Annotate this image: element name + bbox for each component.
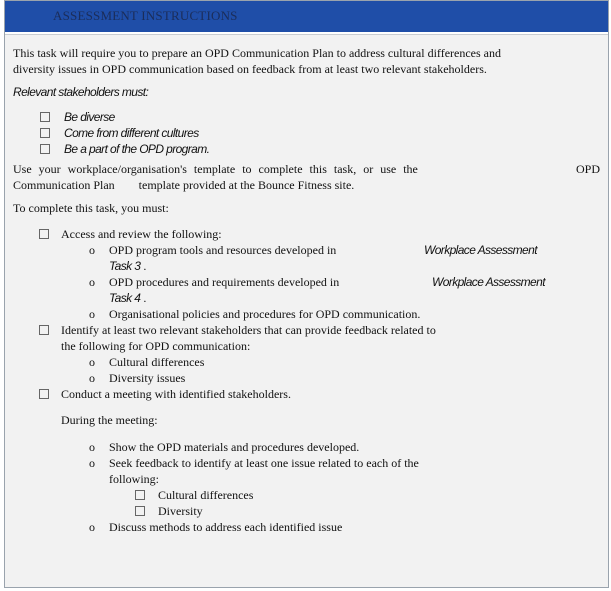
circle-bullet-icon: o	[89, 243, 95, 257]
assessment-panel	[4, 0, 609, 588]
step-access-review: Access and review the following:	[13, 226, 600, 242]
stakeholder-requirements-list	[13, 109, 600, 157]
circle-bullet-icon: o	[89, 520, 95, 534]
list-item: o Organisational policies and procedures for OPD communication.	[89, 307, 421, 321]
step-conduct-meeting: Conduct a meeting with identified stakeholders.	[13, 386, 600, 402]
template-paragraph: Use your workplace/organisation's template to complete this task, or use the OPD Communication Plan template provided at the Bounce Fitness site.	[13, 162, 600, 192]
square-bullet-icon	[135, 506, 145, 516]
square-bullet-icon	[135, 490, 145, 500]
list-item: o OPD procedures and requirements developed in Workplace Assessment Task 4 .	[89, 275, 545, 305]
list-item: o Discuss methods to address each identified issue	[89, 520, 343, 534]
square-bullet-icon	[40, 144, 50, 154]
during-meeting-label: During the meeting:	[61, 413, 158, 427]
step-identify-stakeholders: Identify at least two relevant stakeholders that can provide feedback related to the following for OPD communication:	[13, 322, 600, 354]
communication-plan-link-text: Communication Plan	[13, 178, 115, 192]
circle-bullet-icon: o	[89, 275, 95, 289]
square-bullet-icon	[39, 229, 49, 239]
list-item: o OPD program tools and resources developed in Workplace Assessment Task 3 .	[89, 243, 537, 273]
opd-link-text: OPD	[575, 162, 600, 176]
stakeholders-heading: Relevant stakeholders must:	[13, 85, 149, 99]
intro-paragraph: This task will require you to prepare an OPD Communication Plan to address cultural differences and diversity issues in OPD communication based on feedback from at least two relevant stakeholders.	[13, 46, 501, 76]
circle-bullet-icon: o	[89, 456, 95, 470]
instructions-body	[5, 34, 608, 587]
list-item: Come from different cultures	[13, 125, 600, 141]
list-item: Cultural differences	[13, 487, 600, 503]
must-heading: To complete this task, you must:	[13, 201, 169, 215]
list-item: Be a part of the OPD program.	[13, 141, 600, 157]
circle-bullet-icon: o	[89, 371, 95, 385]
list-item: o Cultural differences	[89, 355, 205, 369]
circle-bullet-icon: o	[89, 355, 95, 369]
square-bullet-icon	[39, 389, 49, 399]
list-item: Diversity	[13, 503, 600, 519]
list-item: o Show the OPD materials and procedures developed.	[89, 440, 360, 454]
list-item: o Seek feedback to identify at least one issue related to each of the following:	[89, 456, 419, 486]
list-item: o Diversity issues	[89, 371, 186, 385]
circle-bullet-icon: o	[89, 307, 95, 321]
reference-text: Workplace Assessment	[424, 243, 537, 257]
list-item: Be diverse	[13, 109, 600, 125]
circle-bullet-icon: o	[89, 440, 95, 454]
square-bullet-icon	[40, 128, 50, 138]
section-header	[5, 1, 608, 32]
square-bullet-icon	[40, 112, 50, 122]
section-title: ASSESSMENT INSTRUCTIONS	[53, 8, 238, 23]
square-bullet-icon	[39, 325, 49, 335]
reference-text: Workplace Assessment	[432, 275, 545, 289]
